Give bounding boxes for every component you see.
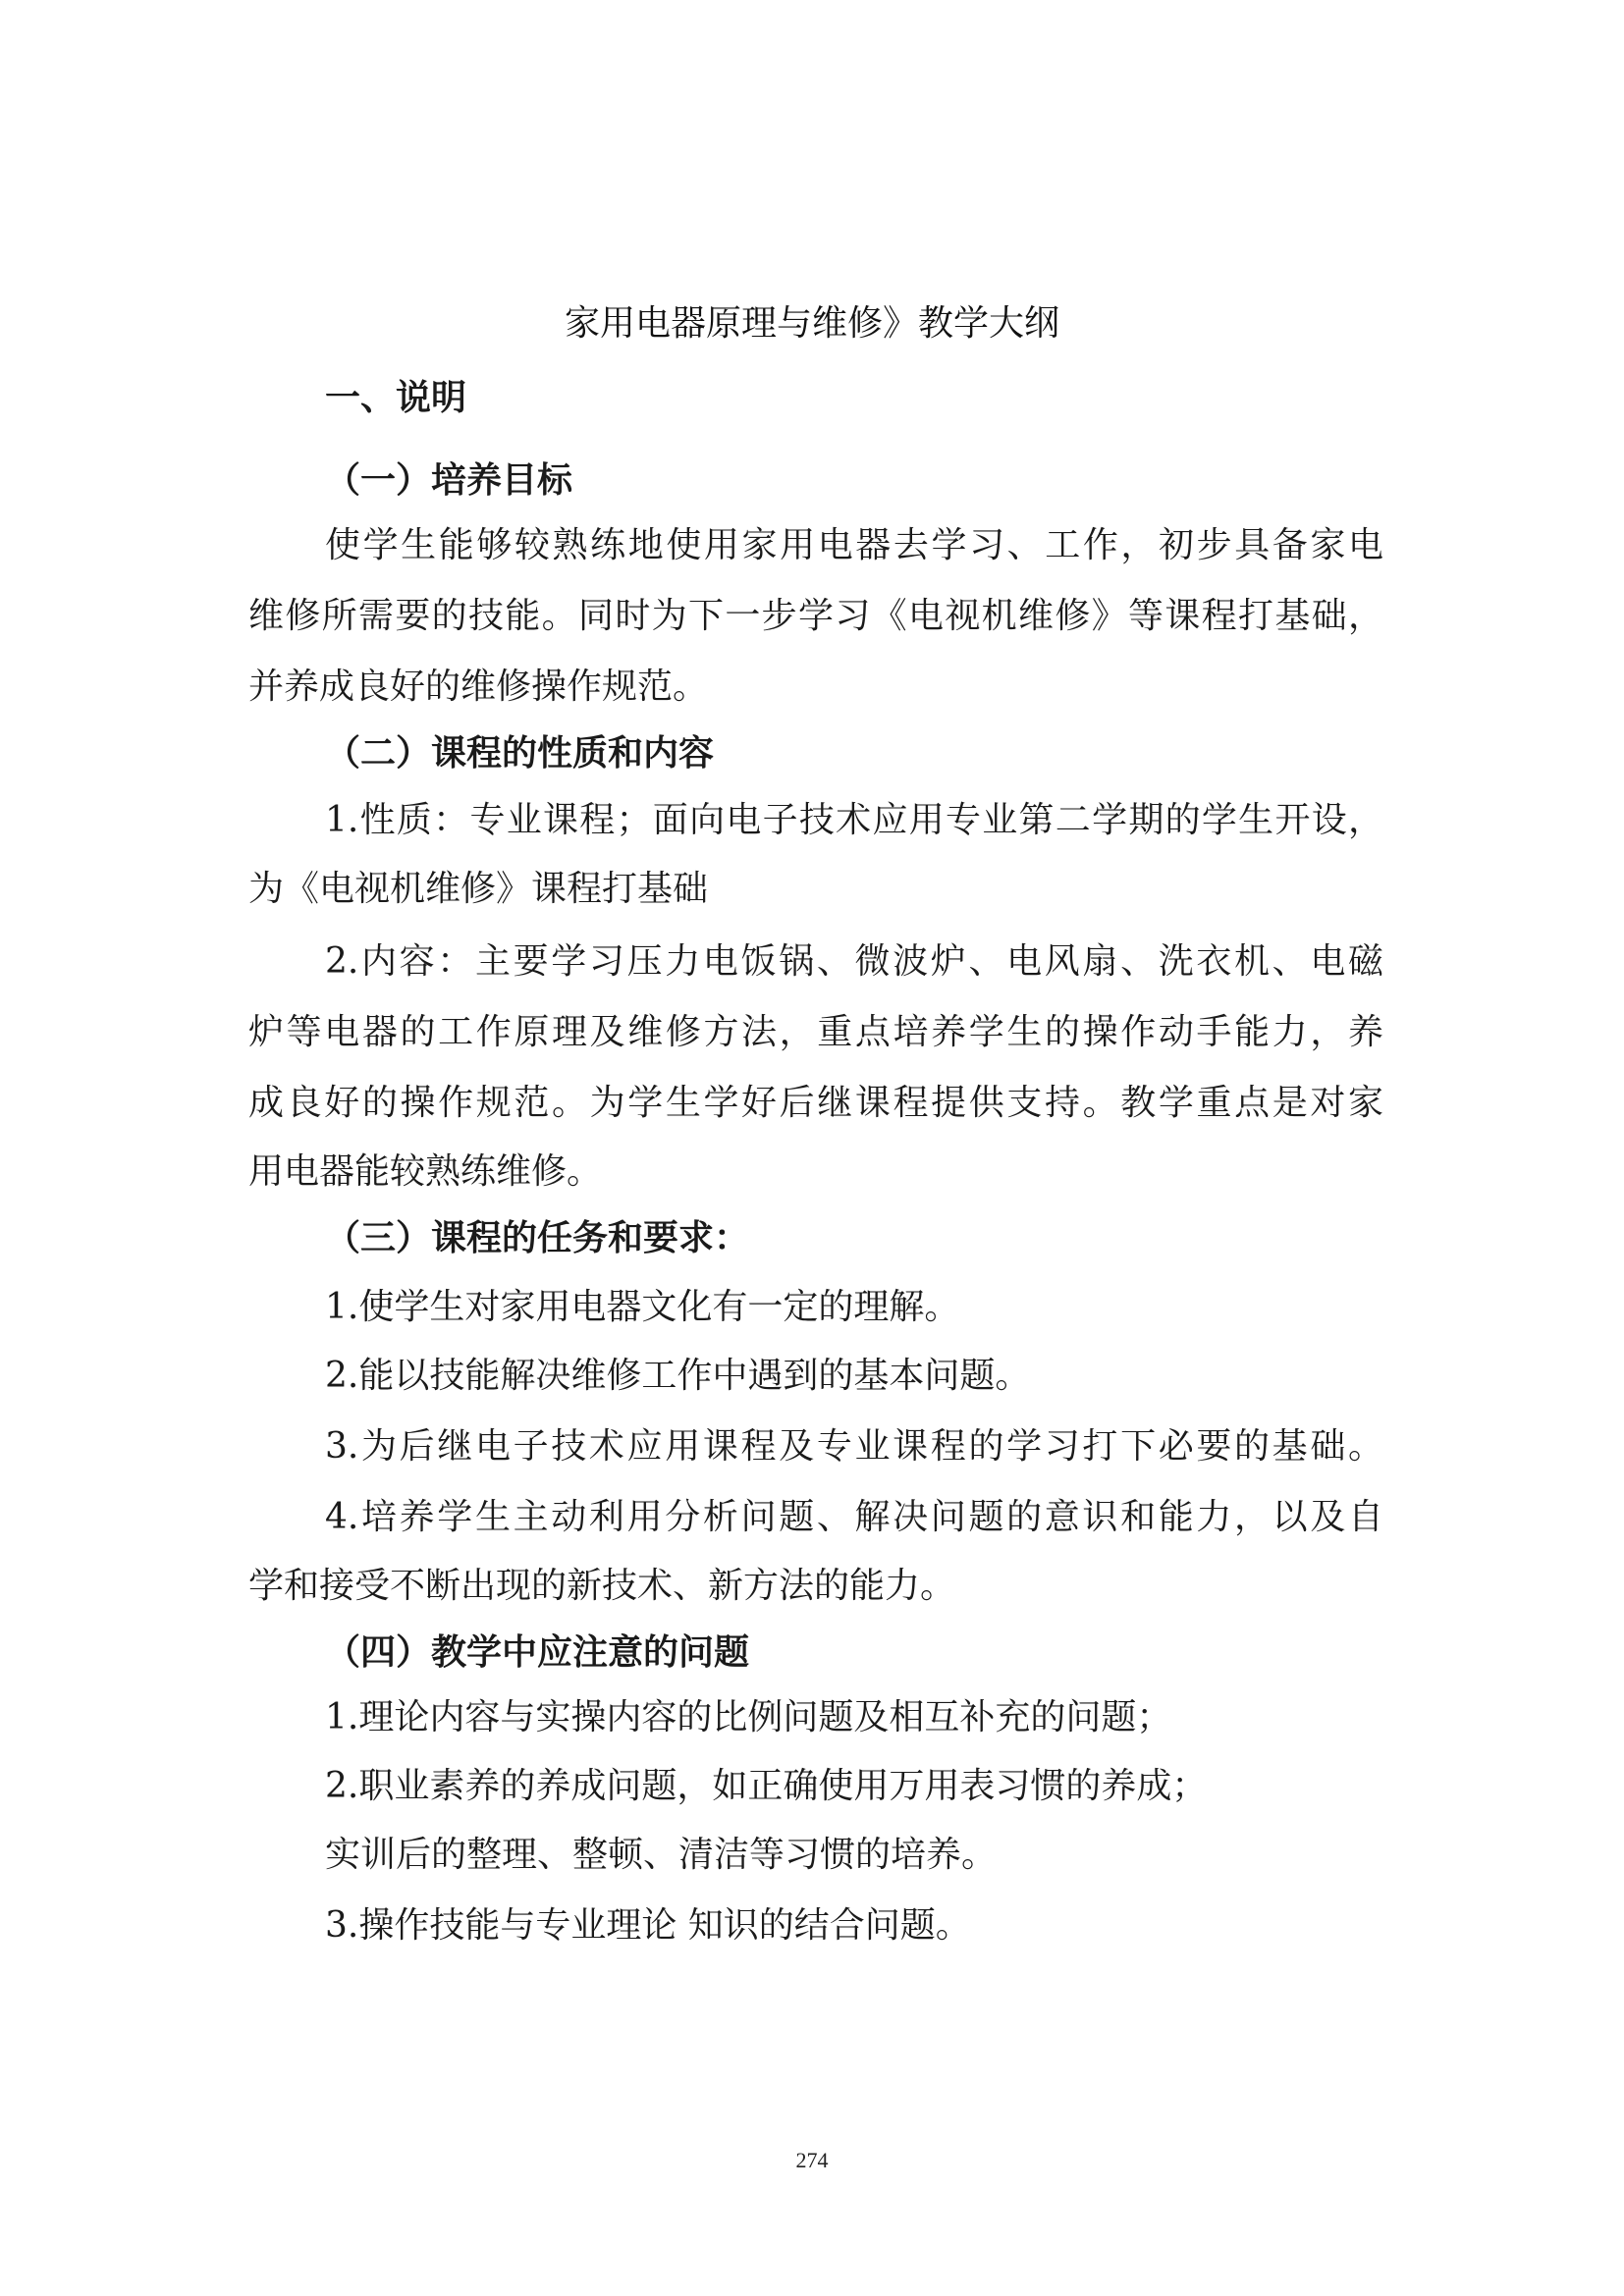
list-item: 1.使学生对家用电器文化有一定的理解。 [325,1287,960,1327]
subsection-heading-notes: （四）教学中应注意的问题 [325,1632,750,1673]
section-heading-explanation: 一、说明 [325,378,467,418]
paragraph-line: 维修所需要的技能。同时为下一步学习《电视机维修》等课程打基础， [248,596,1383,636]
paragraph-line: 并养成良好的维修操作规范。 [248,667,709,707]
subsection-heading-goals: （一）培养目标 [325,460,573,501]
paragraph-line: 2.内容：主要学习压力电饭锅、微波炉、电风扇、洗衣机、电磁 [325,941,1383,982]
subsection-heading-tasks: （三）课程的任务和要求： [325,1218,750,1258]
list-item-continuation: 实训后的整理、整顿、清洁等习惯的培养。 [325,1835,998,1875]
list-item: 2.职业素养的养成问题，如正确使用万用表习惯的养成； [325,1766,1208,1806]
paragraph-line: 使学生能够较熟练地使用家用电器去学习、工作，初步具备家电 [325,525,1383,565]
list-item-continuation: 学和接受不断出现的新技术、新方法的能力。 [248,1566,956,1606]
paragraph-line: 成良好的操作规范。为学生学好后继课程提供支持。教学重点是对家 [248,1083,1383,1123]
paragraph-line: 为《电视机维修》课程打基础 [248,869,709,909]
paragraph-line: 用电器能较熟练维修。 [248,1151,603,1192]
list-item: 3.为后继电子技术应用课程及专业课程的学习打下必要的基础。 [325,1426,1383,1467]
list-item: 1.理论内容与实操内容的比例问题及相互补充的问题； [325,1697,1172,1737]
paragraph-line: 1.性质：专业课程；面向电子技术应用专业第二学期的学生开设， [325,800,1383,840]
subsection-heading-nature: （二）课程的性质和内容 [325,733,715,774]
list-item: 2.能以技能解决维修工作中遇到的基本问题。 [325,1356,1031,1396]
list-item: 3.操作技能与专业理论 知识的结合问题。 [325,1905,971,1946]
paragraph-line: 炉等电器的工作原理及维修方法，重点培养学生的操作动手能力，养 [248,1012,1383,1052]
document-title: 家用电器原理与维修》教学大纲 [564,303,1059,344]
page-number: 274 [795,2148,829,2172]
list-item: 4.培养学生主动利用分析问题、解决问题的意识和能力，以及自 [325,1497,1383,1537]
